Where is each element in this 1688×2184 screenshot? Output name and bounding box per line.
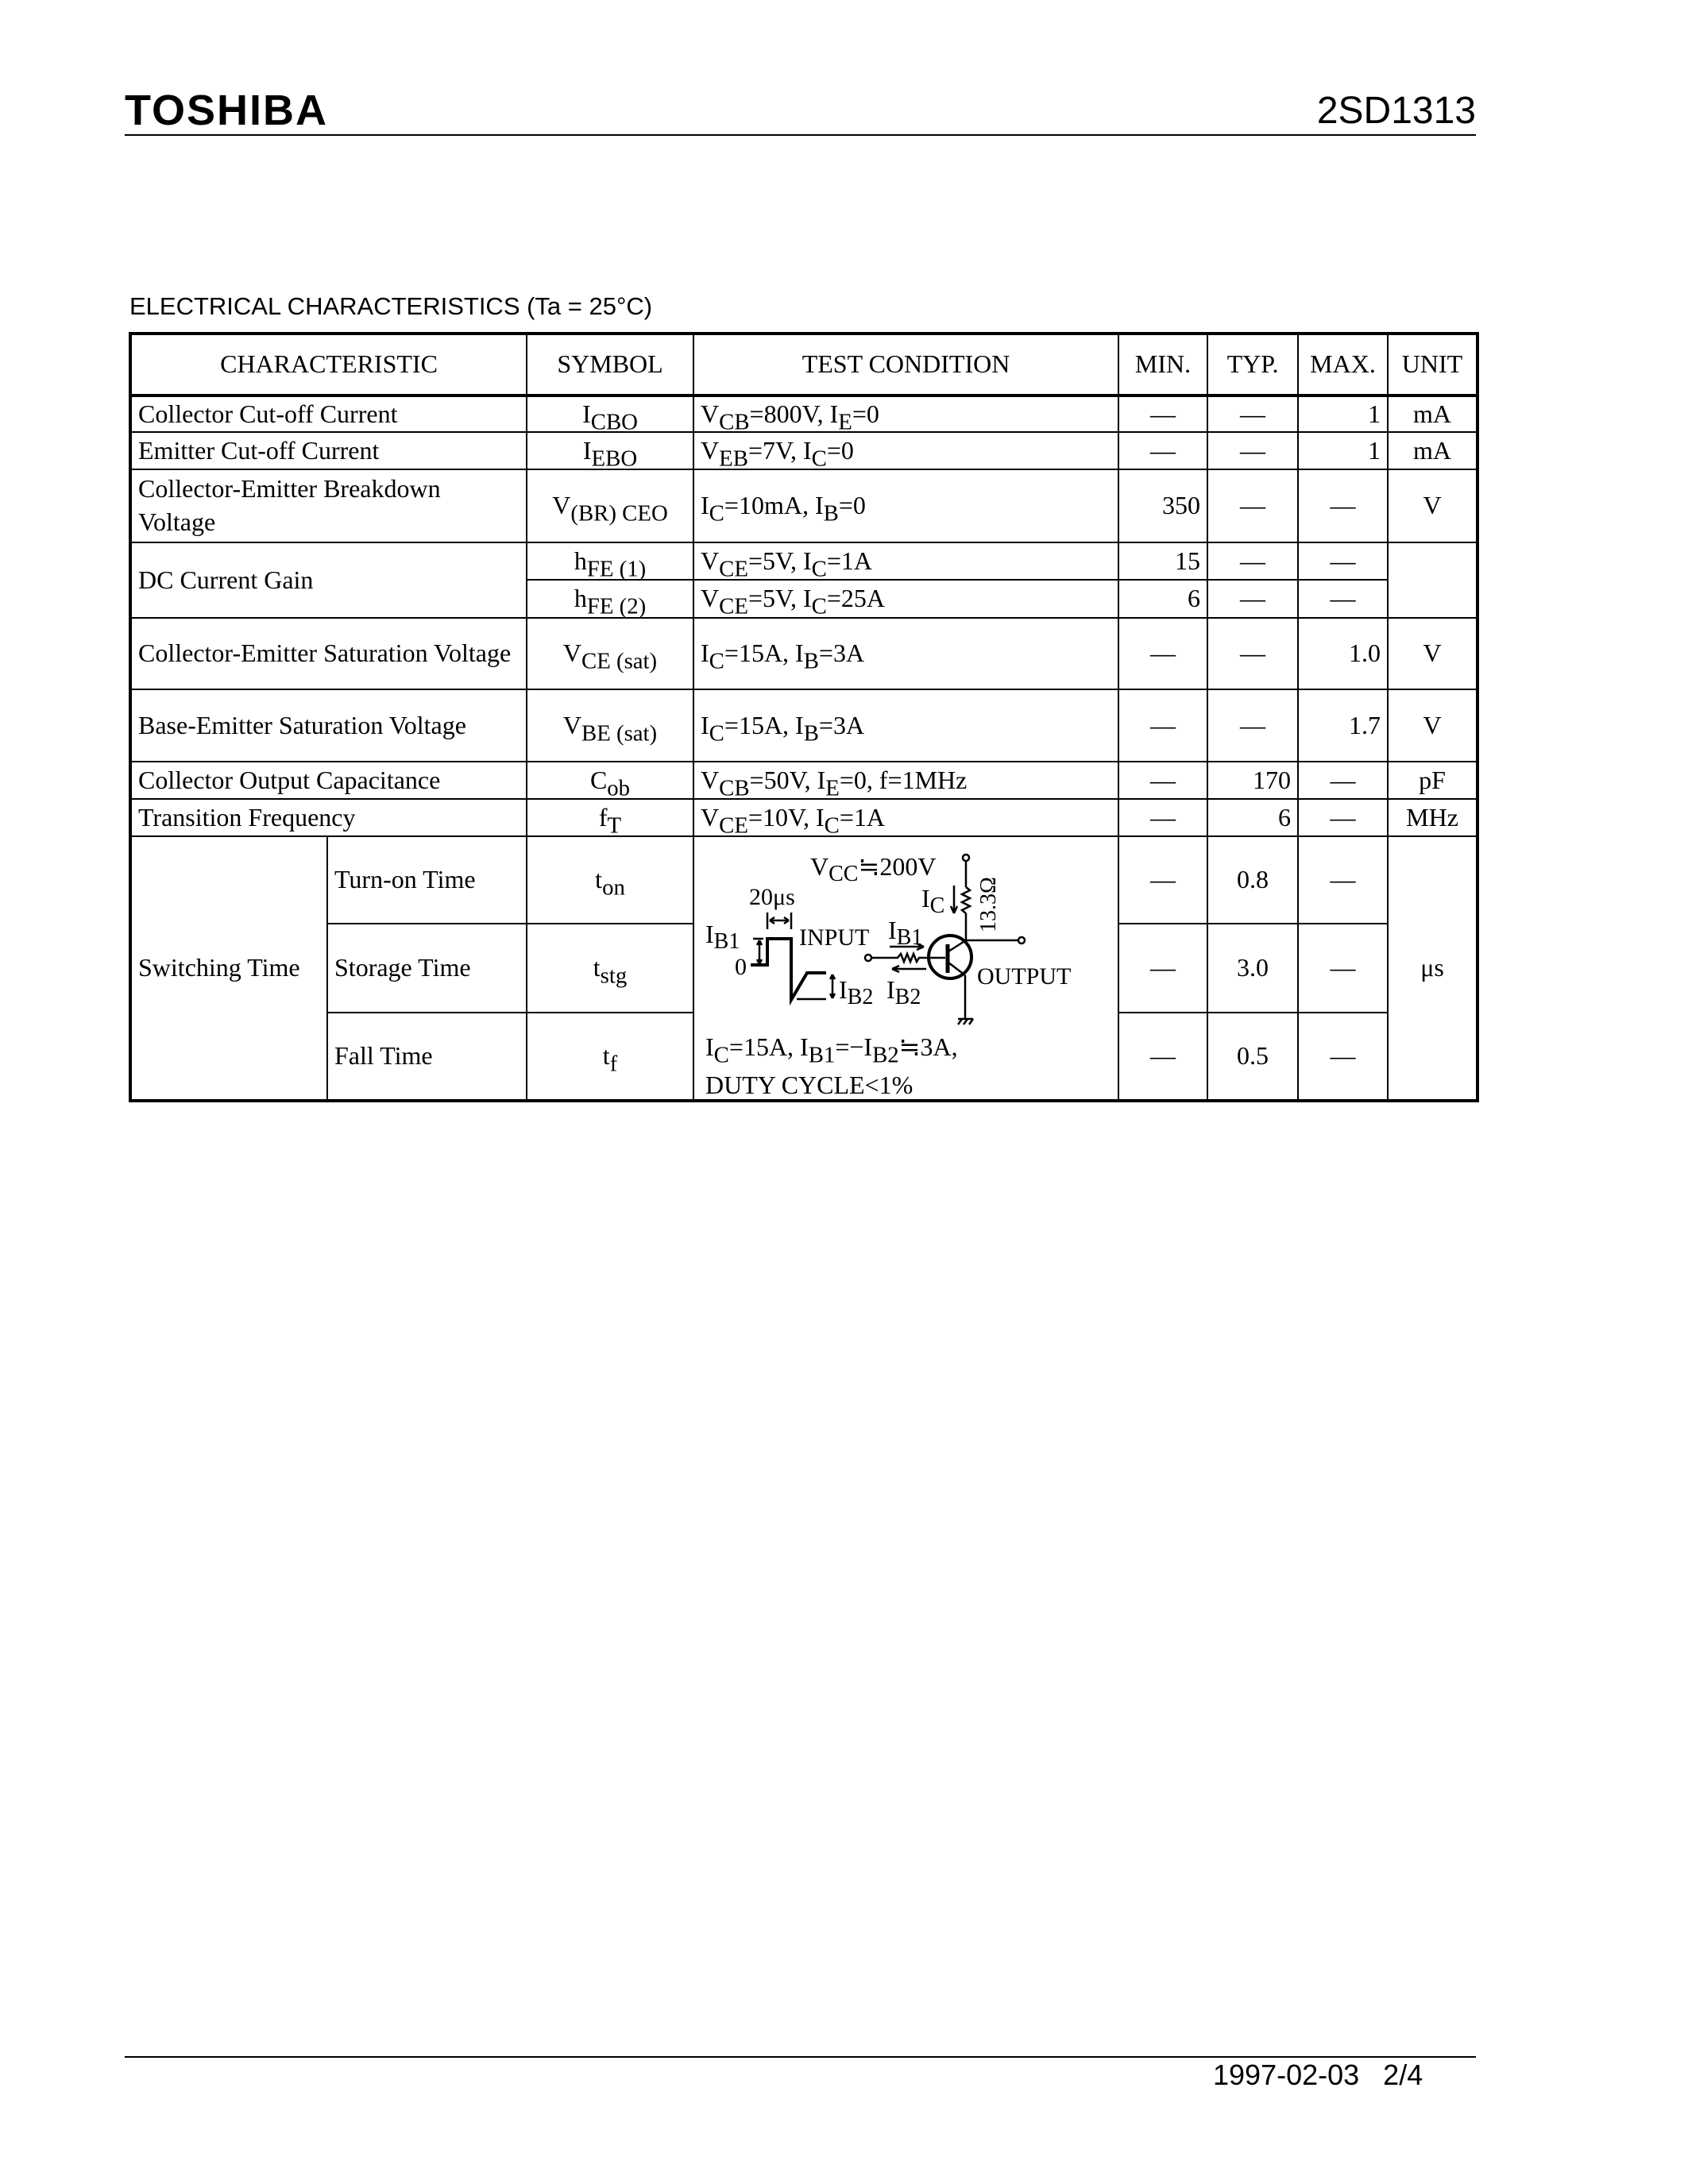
electrical-characteristics-table <box>129 332 1479 1102</box>
typ-cell: 6 <box>1207 799 1298 836</box>
table-row <box>130 618 1477 689</box>
min-cell: — <box>1118 1013 1207 1101</box>
min-cell: — <box>1118 618 1207 689</box>
symbol-cell: $C_{ob}$ <box>527 762 693 799</box>
toshiba-logo: TOSHIBA <box>125 87 329 134</box>
unit-cell: μs <box>1388 836 1477 1101</box>
typ-cell: — <box>1207 542 1298 580</box>
test-condition-cell: $I_C=15A$, $I_B=3A$ <box>693 618 1118 689</box>
ic-label: IC <box>921 884 945 918</box>
characteristic-cell: Collector-Emitter Breakdown Voltage <box>130 469 527 542</box>
characteristic-cell: Collector Cut-off Current <box>130 396 527 432</box>
max-cell: — <box>1298 799 1388 836</box>
ib2-arrow <box>892 966 926 972</box>
output-terminal <box>1018 937 1025 943</box>
typ-cell: — <box>1207 469 1298 542</box>
table-row <box>130 396 1477 432</box>
symbol-cell: $h_{FE (2)}$ <box>527 580 693 618</box>
ib1-waveform-label: IB1 <box>705 920 740 954</box>
max-cell: — <box>1298 542 1388 580</box>
typ-cell: 170 <box>1207 762 1298 799</box>
characteristic-cell: Base-Emitter Saturation Voltage <box>130 689 527 762</box>
header-divider <box>125 134 1476 136</box>
symbol-cell: $t_f$ <box>527 1013 693 1101</box>
footer-date: 1997-02-03 <box>1213 2059 1360 2091</box>
switching-characteristic-cell: Switching Time <box>130 836 327 1101</box>
column-header: CHARACTERISTIC <box>130 334 527 396</box>
max-cell: 1 <box>1298 396 1388 432</box>
min-cell: — <box>1118 924 1207 1013</box>
output-label: OUTPUT <box>977 963 1072 990</box>
symbol-cell: $V_{CE (sat)}$ <box>527 618 693 689</box>
input-label: INPUT <box>799 924 870 951</box>
ib1-dimension <box>753 939 763 964</box>
min-cell: — <box>1118 799 1207 836</box>
vcc-label: VCC≒200V <box>810 852 937 886</box>
pulse-width-dimension <box>767 913 791 929</box>
vcc-terminal <box>963 855 969 861</box>
min-cell: 350 <box>1118 469 1207 542</box>
max-cell: — <box>1298 580 1388 618</box>
max-cell: — <box>1298 762 1388 799</box>
max-cell: — <box>1298 469 1388 542</box>
column-header: MIN. <box>1118 334 1207 396</box>
max-cell: 1 <box>1298 432 1388 469</box>
switching-label-cell: Storage Time <box>327 924 527 1013</box>
table-row <box>130 432 1477 469</box>
typ-cell: 0.5 <box>1207 1013 1298 1101</box>
characteristic-cell: Emitter Cut-off Current <box>130 432 527 469</box>
characteristic-cell: Collector-Emitter Saturation Voltage <box>130 618 527 689</box>
part-number: 2SD1313 <box>1316 90 1476 132</box>
switching-label-cell: Turn-on Time <box>327 836 527 924</box>
max-cell: — <box>1298 924 1388 1013</box>
ib2-waveform-label: IB2 <box>839 975 874 1009</box>
symbol-cell: $V_{(BR) CEO}$ <box>527 469 693 542</box>
table-row <box>130 542 1477 580</box>
table-row <box>130 689 1477 762</box>
characteristic-cell: DC Current Gain <box>130 542 527 618</box>
min-cell: — <box>1118 762 1207 799</box>
footer-divider <box>125 2056 1476 2058</box>
table-row <box>130 762 1477 799</box>
typ-cell: — <box>1207 618 1298 689</box>
table-row <box>130 469 1477 542</box>
typ-cell: — <box>1207 689 1298 762</box>
unit-cell: pF <box>1388 762 1477 799</box>
min-cell: — <box>1118 432 1207 469</box>
test-condition-circuit-cell <box>693 836 1118 1101</box>
test-condition-cell: $V_{CB}=800V$, $I_E=0$ <box>693 396 1118 432</box>
ib1-current-label: IB1 <box>888 916 923 950</box>
unit-cell: MHz <box>1388 799 1477 836</box>
ib2-dimension <box>830 974 835 998</box>
symbol-cell: $I_{CBO}$ <box>527 396 693 432</box>
symbol-cell: $V_{BE (sat)}$ <box>527 689 693 762</box>
input-terminal <box>865 955 871 961</box>
ground-icon <box>958 1019 973 1024</box>
symbol-cell: $f_T$ <box>527 799 693 836</box>
column-header: UNIT <box>1388 334 1477 396</box>
column-header: TEST CONDITION <box>693 334 1118 396</box>
max-cell: — <box>1298 836 1388 924</box>
characteristic-cell: Transition Frequency <box>130 799 527 836</box>
unit-cell: V <box>1388 689 1477 762</box>
typ-cell: — <box>1207 580 1298 618</box>
symbol-cell: $h_{FE (1)}$ <box>527 542 693 580</box>
test-condition-cell: $V_{EB}=7V$, $I_C=0$ <box>693 432 1118 469</box>
test-condition-cell: $V_{CE}=5V$, $I_C=1A$ <box>693 542 1118 580</box>
max-cell: — <box>1298 1013 1388 1101</box>
unit-cell: mA <box>1388 432 1477 469</box>
typ-cell: — <box>1207 432 1298 469</box>
switching-label-cell: Fall Time <box>327 1013 527 1101</box>
max-cell: 1.0 <box>1298 618 1388 689</box>
table-row <box>130 799 1477 836</box>
unit-cell: mA <box>1388 396 1477 432</box>
switching-condition-line2: DUTY CYCLE<1% <box>705 1071 914 1099</box>
section-title: ELECTRICAL CHARACTERISTICS (Ta = 25°C) <box>129 292 653 320</box>
symbol-cell: $I_{EBO}$ <box>527 432 693 469</box>
switching-row <box>130 836 1477 924</box>
load-resistor-label: 13.3Ω <box>976 877 1002 932</box>
ib2-current-label: IB2 <box>886 975 921 1009</box>
typ-cell: 0.8 <box>1207 836 1298 924</box>
ic-arrow <box>951 886 957 913</box>
base-resistor <box>871 954 945 962</box>
min-cell: — <box>1118 689 1207 762</box>
min-cell: — <box>1118 836 1207 924</box>
collector-resistor <box>962 887 970 913</box>
test-condition-cell: $I_C=15A$, $I_B=3A$ <box>693 689 1118 762</box>
zero-label: 0 <box>735 954 747 980</box>
min-cell: — <box>1118 396 1207 432</box>
max-cell: 1.7 <box>1298 689 1388 762</box>
unit-cell: V <box>1388 469 1477 542</box>
switching-condition-line1: $I_C=15A$, $I_{B1}=-I_{B2}≒3A$, <box>705 1032 958 1068</box>
test-condition-cell: $V_{CB}=50V$, $I_E=0$, f=1MHz <box>693 762 1118 799</box>
pulse-width-label: 20μs <box>749 884 795 910</box>
symbol-cell: $t_{stg}$ <box>527 924 693 1013</box>
test-condition-cell: $I_C=10mA$, $I_B=0$ <box>693 469 1118 542</box>
min-cell: 15 <box>1118 542 1207 580</box>
column-header: TYP. <box>1207 334 1298 396</box>
table-header-row <box>130 334 1477 396</box>
test-condition-cell: $V_{CE}=5V$, $I_C=25A$ <box>693 580 1118 618</box>
unit-cell: V <box>1388 618 1477 689</box>
symbol-cell: $t_{on}$ <box>527 836 693 924</box>
test-condition-cell: $V_{CE}=10V$, $I_C=1A$ <box>693 799 1118 836</box>
typ-cell: 3.0 <box>1207 924 1298 1013</box>
column-header: SYMBOL <box>527 334 693 396</box>
footer-page: 2/4 <box>1383 2059 1423 2091</box>
column-header: MAX. <box>1298 334 1388 396</box>
min-cell: 6 <box>1118 580 1207 618</box>
footer <box>1213 2059 1423 2092</box>
characteristic-cell: Collector Output Capacitance <box>130 762 527 799</box>
typ-cell: — <box>1207 396 1298 432</box>
unit-cell <box>1388 542 1477 618</box>
